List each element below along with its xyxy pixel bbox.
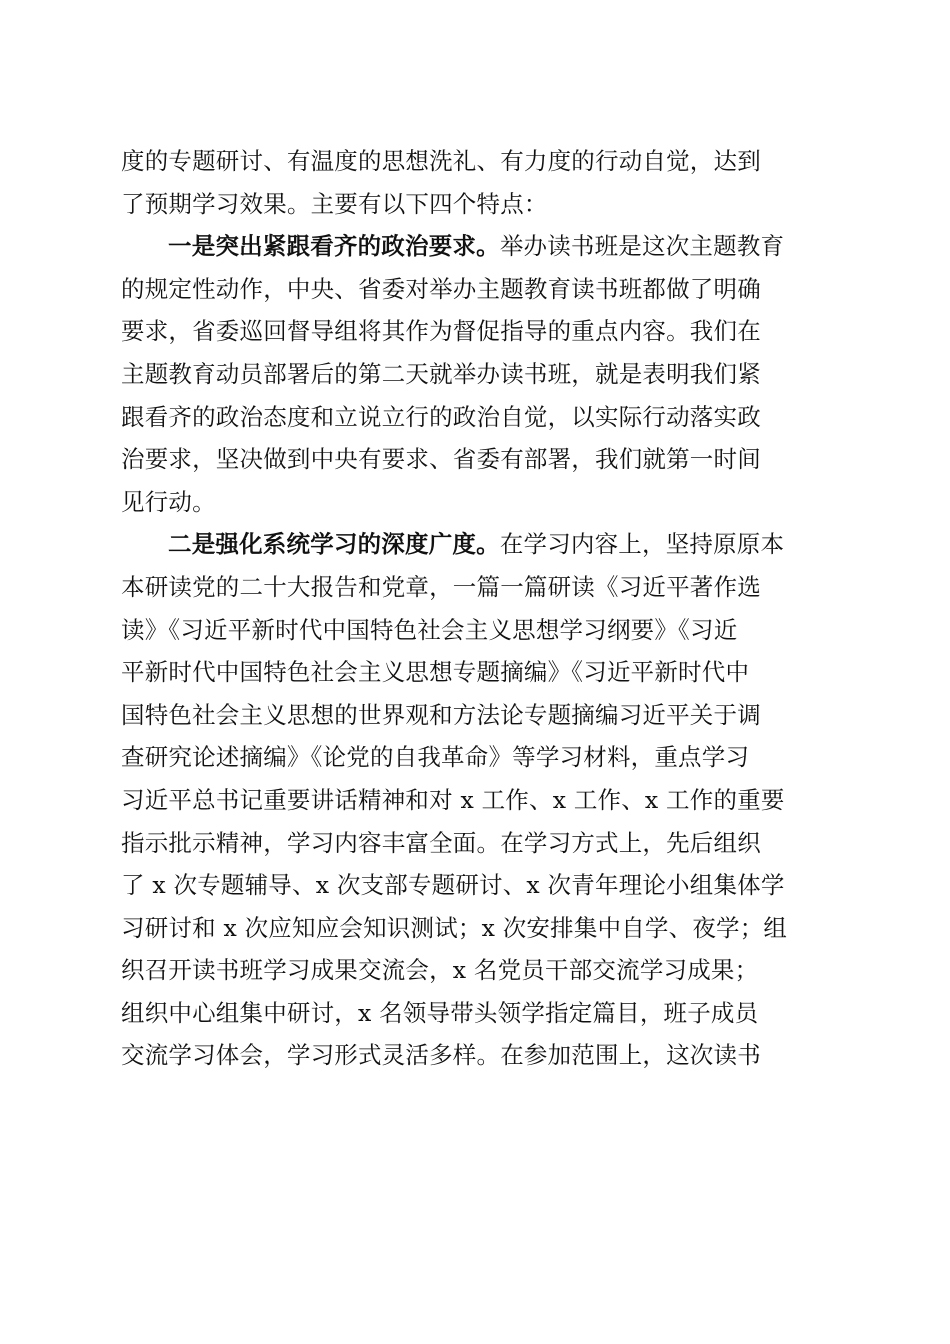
paragraph-lead-heading: 二是强化系统学习的深度广度。	[168, 530, 500, 559]
text-line: 平新时代中国特色社会主义思想专题摘编》《习近平新时代中	[121, 658, 750, 687]
paragraph-line-with-heading	[121, 523, 821, 566]
text-line: 了预期学习效果。主要有以下四个特点：	[121, 189, 548, 218]
text-line: 的规定性动作，中央、省委对举办主题教育读书班都做了明确	[121, 274, 761, 303]
text-line: 了 x 次专题辅导、x 次支部专题研讨、x 次青年理论小组集体学	[121, 871, 785, 900]
text-line: 主题教育动员部署后的第二天就举办读书班，就是表明我们紧	[121, 359, 761, 388]
text-line: 读》《习近平新时代中国特色社会主义思想学习纲要》《习近	[121, 615, 738, 644]
text-line: 见行动。	[121, 487, 216, 516]
text-line: 度的专题研讨、有温度的思想洗礼、有力度的行动自觉，达到	[121, 147, 761, 175]
text-line: 习研讨和 x 次应知应会知识测试；x 次安排集中自学、夜学；组	[121, 913, 788, 942]
text-line: 查研究论述摘编》《论党的自我革命》等学习材料，重点学习	[121, 743, 750, 772]
text-line: 本研读党的二十大报告和党章，一篇一篇研读《习近平著作选	[121, 572, 761, 601]
text-line: 跟看齐的政治态度和立说立行的政治自觉，以实际行动落实政	[121, 402, 761, 431]
paragraph-lead-heading: 一是突出紧跟看齐的政治要求。	[168, 232, 500, 261]
text-run: 举办读书班是这次主题教育	[499, 232, 785, 261]
document-body	[121, 140, 821, 1077]
text-run: 在学习内容上，坚持原原本	[499, 530, 785, 559]
text-line: 国特色社会主义思想的世界观和方法论专题摘编习近平关于调	[121, 700, 761, 729]
text-line: 指示批示精神，学习内容丰富全面。在学习方式上，先后组织	[121, 828, 761, 857]
paragraph-line-with-heading	[121, 225, 821, 268]
text-line: 治要求，坚决做到中央有要求、省委有部署，我们就第一时间	[121, 445, 761, 474]
text-line: 组织中心组集中研讨，x 名领导带头领学指定篇目，班子成员	[121, 998, 759, 1027]
text-line: 要求，省委巡回督导组将其作为督促指导的重点内容。我们在	[121, 317, 761, 346]
text-line: 习近平总书记重要讲话精神和对 x 工作、x 工作、x 工作的重要	[121, 785, 785, 814]
text-line: 交流学习体会，学习形式灵活多样。在参加范围上，这次读书	[121, 1041, 761, 1070]
text-line: 织召开读书班学习成果交流会，x 名党员干部交流学习成果；	[121, 956, 759, 985]
